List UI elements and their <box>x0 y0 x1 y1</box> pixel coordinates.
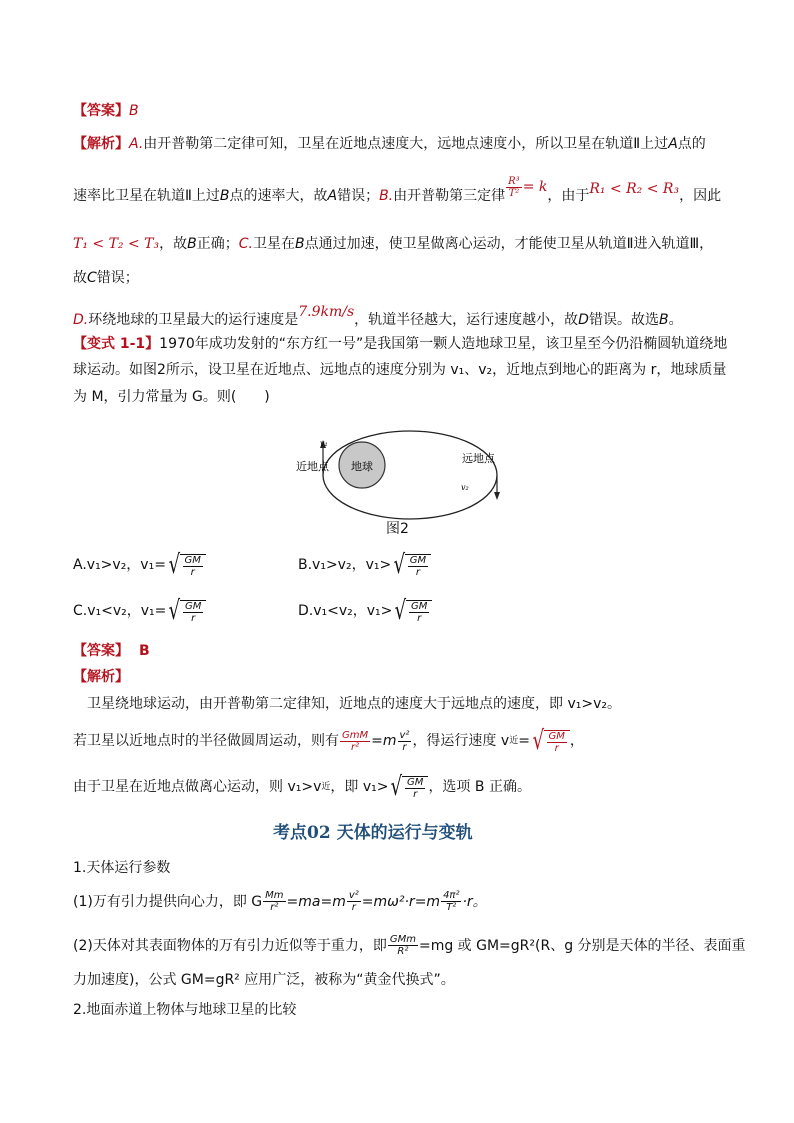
answer-2-value: B <box>139 643 150 659</box>
analysis-text: 。 <box>668 312 683 328</box>
analysis-text: 错误； <box>337 188 380 204</box>
v2-label: v₂ <box>461 483 469 492</box>
option-a-row[interactable] <box>73 550 206 580</box>
option-d: D <box>578 312 589 328</box>
analysis-text: ，轨道半径越大，运行速度越小，故 <box>354 312 579 328</box>
analysis-text: 故 <box>73 270 87 286</box>
option-c: C <box>87 270 97 286</box>
variant-line-2: 球运动。如图2所示，设卫星在近地点、远地点的速度分别为 v₁、v₂，近地点到地心的距离为 r，地球质量 <box>73 362 727 378</box>
period-inequality: T₁ < T₂ < T₃ <box>73 236 160 252</box>
option-a-marker: A. <box>129 136 144 152</box>
item-1b <box>73 934 746 957</box>
answer-2-line <box>73 641 150 661</box>
option-d-text: D.v₁<v₂，v₁> <box>298 603 393 619</box>
near-point-label: 近地点 <box>296 460 329 473</box>
formula-text: =ma=m <box>286 893 346 910</box>
analysis-line-5 <box>73 304 683 330</box>
gravity-fraction: $\frac{\text{GmM}}{\text{r²}}$ <box>342 729 369 753</box>
point-b: B <box>219 188 230 204</box>
conclusion-sqrt: √ $\frac{GM}{r}$ <box>388 772 428 802</box>
option-d-marker: D. <box>73 312 89 328</box>
equals: = <box>518 733 530 749</box>
analysis-text: ，因此 <box>679 188 722 204</box>
item-2: 2.地面赤道上物体与地球卫星的比较 <box>73 1002 297 1018</box>
variant-label: 【变式 1-1】 <box>73 336 160 352</box>
analysis-line-4 <box>73 268 139 288</box>
analysis-text: ，由于 <box>547 188 590 204</box>
velocity-fraction: $\frac{\text{v²}}{r}$ <box>348 890 359 913</box>
analysis-2-p2 <box>73 726 584 756</box>
analysis-text: 错误； <box>96 270 139 286</box>
analysis-text: 点的速率大，故 <box>229 188 328 204</box>
equals-m: =m <box>371 733 397 749</box>
option-d-sqrt: √ $\frac{GM}{r}$ <box>392 596 432 626</box>
option-a-sqrt: √ $\frac{GM}{r}$ <box>166 550 206 580</box>
surface-gravity-fraction: $\frac{\text{GMm}}{\text{R²}}$ <box>389 934 416 957</box>
option-d-row[interactable] <box>298 596 432 626</box>
orbit-figure <box>290 426 520 526</box>
analysis-text: 由于卫星在近地点做离心运动，则 v₁>v <box>73 779 322 795</box>
analysis-text: 由开普勒第三定律 <box>393 188 506 204</box>
analysis-text: ，选项 B 正确。 <box>428 779 531 795</box>
point-a: A <box>668 136 678 152</box>
option-a: A <box>327 188 338 204</box>
earth-label: 地球 <box>351 460 373 473</box>
analysis-text: 点通过加速，使卫星做离心运动，才能使卫星从轨道Ⅱ进入轨道Ⅲ， <box>304 236 714 252</box>
analysis-text: ，得运行速度 v <box>412 733 510 749</box>
analysis-text: ，即 v₁> <box>330 779 389 795</box>
period-fraction: $\frac{\text{4π²}}{\text{T²}}$ <box>443 890 460 913</box>
chosen-option: B <box>658 312 669 328</box>
option-b-sqrt: √ $\frac{GM}{r}$ <box>391 550 431 580</box>
option-c-sqrt: √ $\frac{GM}{r}$ <box>166 596 206 626</box>
formula-text: =mω²·r=m <box>361 893 441 910</box>
analysis-text: ，故 <box>159 236 188 252</box>
subscript-near: 近 <box>509 736 519 746</box>
near-speed-sqrt: √ $\frac{GM}{r}$ <box>530 726 570 756</box>
point-b: B <box>294 236 305 252</box>
centripetal-fraction: $\frac{\text{v²}}{r}$ <box>399 729 410 753</box>
item-1b-line-2: 力加速度)，公式 GM=gR² 应用广泛，被称为“黄金代换式”。 <box>73 972 455 988</box>
formula-text: (2)天体对其表面物体的万有引力近似等于重力，即 <box>73 937 387 954</box>
item-1: 1.天体运行参数 <box>73 860 171 876</box>
analysis-text: 点的 <box>677 136 706 152</box>
analysis-2-label-line <box>73 667 129 687</box>
analysis-2-label: 【解析】 <box>73 669 129 685</box>
option-b-row[interactable] <box>298 550 431 580</box>
analysis-text: 卫星在 <box>252 236 295 252</box>
analysis-text: 错误。故选 <box>588 312 659 328</box>
formula-text: (1)万有引力提供向心力，即 G <box>73 893 263 910</box>
analysis-line-2 <box>73 176 721 216</box>
answer-value: B <box>129 103 139 119</box>
analysis-line-3 <box>73 234 713 254</box>
variant-line-3: 为 M，引力常量为 G。则( ) <box>73 389 270 405</box>
analysis-text: 正确； <box>196 236 239 252</box>
v2-arrowhead <box>494 492 500 500</box>
analysis-text: 若卫星以近地点时的半径做圆周运动，则有 <box>73 733 339 749</box>
kepler-formula: $\frac{\text{R³}}{\text{T²}}$ = k <box>508 175 548 199</box>
analysis-text: 由开普勒第二定律可知，卫星在近地点速度大，远地点速度小，所以卫星在轨道Ⅱ上过 <box>143 136 669 152</box>
analysis-text: ， <box>569 733 584 749</box>
analysis-label: 【解析】 <box>73 136 129 152</box>
analysis-text: 环绕地球的卫星最大的运行速度是 <box>88 312 299 328</box>
option-c-text: C.v₁<v₂，v₁= <box>73 603 167 619</box>
section-title: 考点02 天体的运行与变轨 <box>273 823 473 843</box>
v1-label: v₁ <box>320 439 328 448</box>
option-c-marker: C. <box>238 236 253 252</box>
option-b: B <box>187 236 197 252</box>
far-point-label: 远地点 <box>462 452 495 465</box>
answer-line <box>73 101 139 121</box>
formula-text: ·r。 <box>462 893 487 910</box>
analysis-line-1 <box>73 134 706 154</box>
option-a-text: A.v₁>v₂，v₁= <box>73 557 166 573</box>
answer-label: 【答案】 <box>73 103 129 119</box>
gravity-fraction: $\frac{Mm}{\text{r²}}$ <box>265 890 284 913</box>
analysis-text: 速率比卫星在轨道Ⅱ上过 <box>73 188 220 204</box>
subscript-near: 近 <box>321 782 331 792</box>
max-speed: 7.9km/s <box>298 304 355 320</box>
variant-line-1 <box>73 334 727 354</box>
radius-inequality: R₁ < R₂ < R₃ <box>589 181 680 197</box>
option-b-marker: B. <box>379 188 394 204</box>
formula-text: =mg 或 GM=gR²(R、g 分别是天体的半径、表面重 <box>418 937 746 954</box>
figure-caption: 图2 <box>386 521 409 537</box>
variant-text: 1970年成功发射的“东方红一号”是我国第一颗人造地球卫星，该卫星至今仍沿椭圆轨道绕地 <box>159 336 728 352</box>
item-1a <box>73 890 487 913</box>
answer-2-label: 【答案】 <box>73 643 129 659</box>
option-b-text: B.v₁>v₂，v₁> <box>298 557 392 573</box>
option-c-row[interactable] <box>73 596 206 626</box>
analysis-2-p1: 卫星绕地球运动，由开普勒第二定律知，近地点的速度大于远地点的速度，即 v₁>v₂。 <box>87 696 621 712</box>
analysis-2-p3 <box>73 772 531 802</box>
